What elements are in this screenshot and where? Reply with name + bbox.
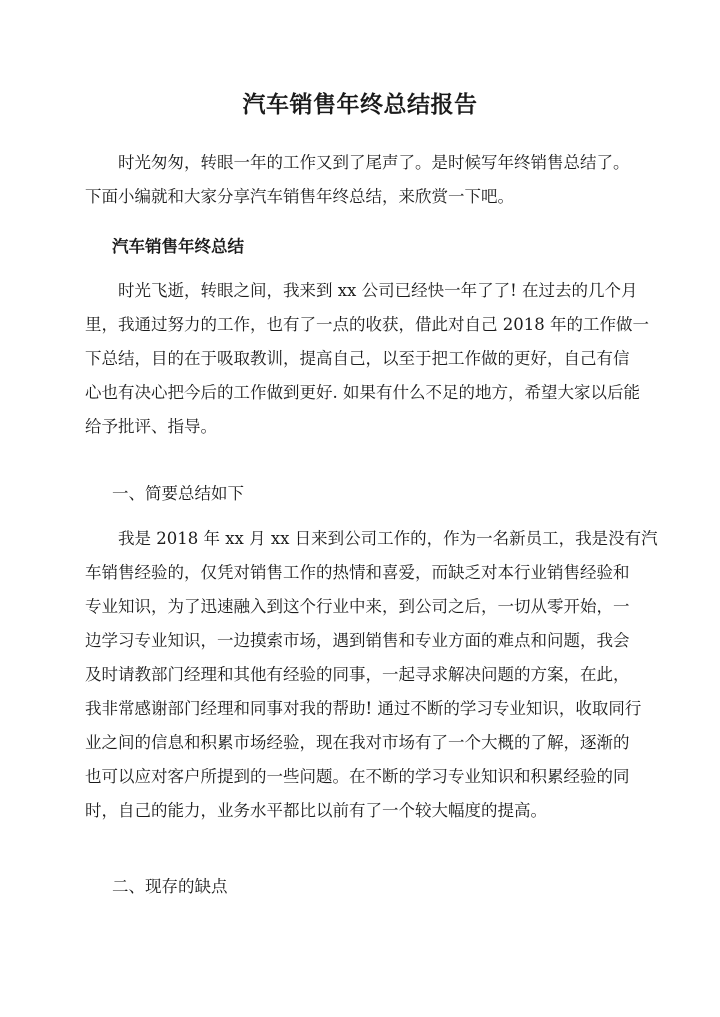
paragraph-line: 及时请教部门经理和其他有经验的同事，一起寻求解决问题的方案，在此，: [85, 665, 630, 684]
paragraph-line: 时，自己的能力，业务水平都比以前有了一个较大幅度的提高。: [85, 801, 547, 820]
paragraph-line: 专业知识，为了迅速融入到这个行业中来，到公司之后，一切从零开始，一: [85, 597, 630, 616]
heading-shortcomings: 二、现存的缺点: [112, 877, 228, 896]
section-title: 汽车销售年终总结: [112, 237, 244, 256]
paragraph-line: 业之间的信息和积累市场经验，现在我对市场有了一个大概的了解，逐渐的: [85, 733, 630, 752]
document-title: 汽车销售年终总结报告: [242, 91, 478, 118]
paragraph-line: 我非常感谢部门经理和同事对我的帮助! 通过不断的学习专业知识，收取同行: [85, 699, 642, 718]
paragraph-line: 心也有决心把今后的工作做到更好. 如果有什么不足的地方，希望大家以后能: [85, 383, 640, 402]
paragraph-line: 我是 2018 年 xx 月 xx 日来到公司工作的，作为一名新员工，我是没有汽: [118, 529, 658, 548]
paragraph-line: 也可以应对客户所提到的一些问题。在不断的学习专业知识和积累经验的同: [85, 767, 630, 786]
paragraph-line: 车销售经验的，仅凭对销售工作的热情和喜爱，而缺乏对本行业销售经验和: [85, 563, 630, 582]
paragraph-line: 给予批评、指导。: [85, 417, 217, 436]
paragraph-1: [85, 274, 649, 444]
paragraph-line: 边学习专业知识，一边摸索市场，遇到销售和专业方面的难点和问题，我会: [85, 631, 630, 650]
paragraph-line: 时光飞逝，转眼之间，我来到 xx 公司已经快一年了了! 在过去的几个月: [118, 281, 638, 300]
intro-line: 时光匆匆，转眼一年的工作又到了尾声了。是时候写年终销售总结了。: [118, 153, 630, 172]
heading-summary: 一、简要总结如下: [112, 484, 244, 503]
paragraph-line: 下总结，目的在于吸取教训，提高自己，以至于把工作做的更好，自己有信: [85, 349, 630, 368]
intro-line: 下面小编就和大家分享汽车销售年终总结，来欣赏一下吧。: [85, 187, 514, 206]
paragraph-2: [85, 522, 658, 828]
intro-paragraph: [85, 146, 641, 214]
paragraph-line: 里，我通过努力的工作，也有了一点的收获，借此对自己 2018 年的工作做一: [85, 315, 649, 334]
